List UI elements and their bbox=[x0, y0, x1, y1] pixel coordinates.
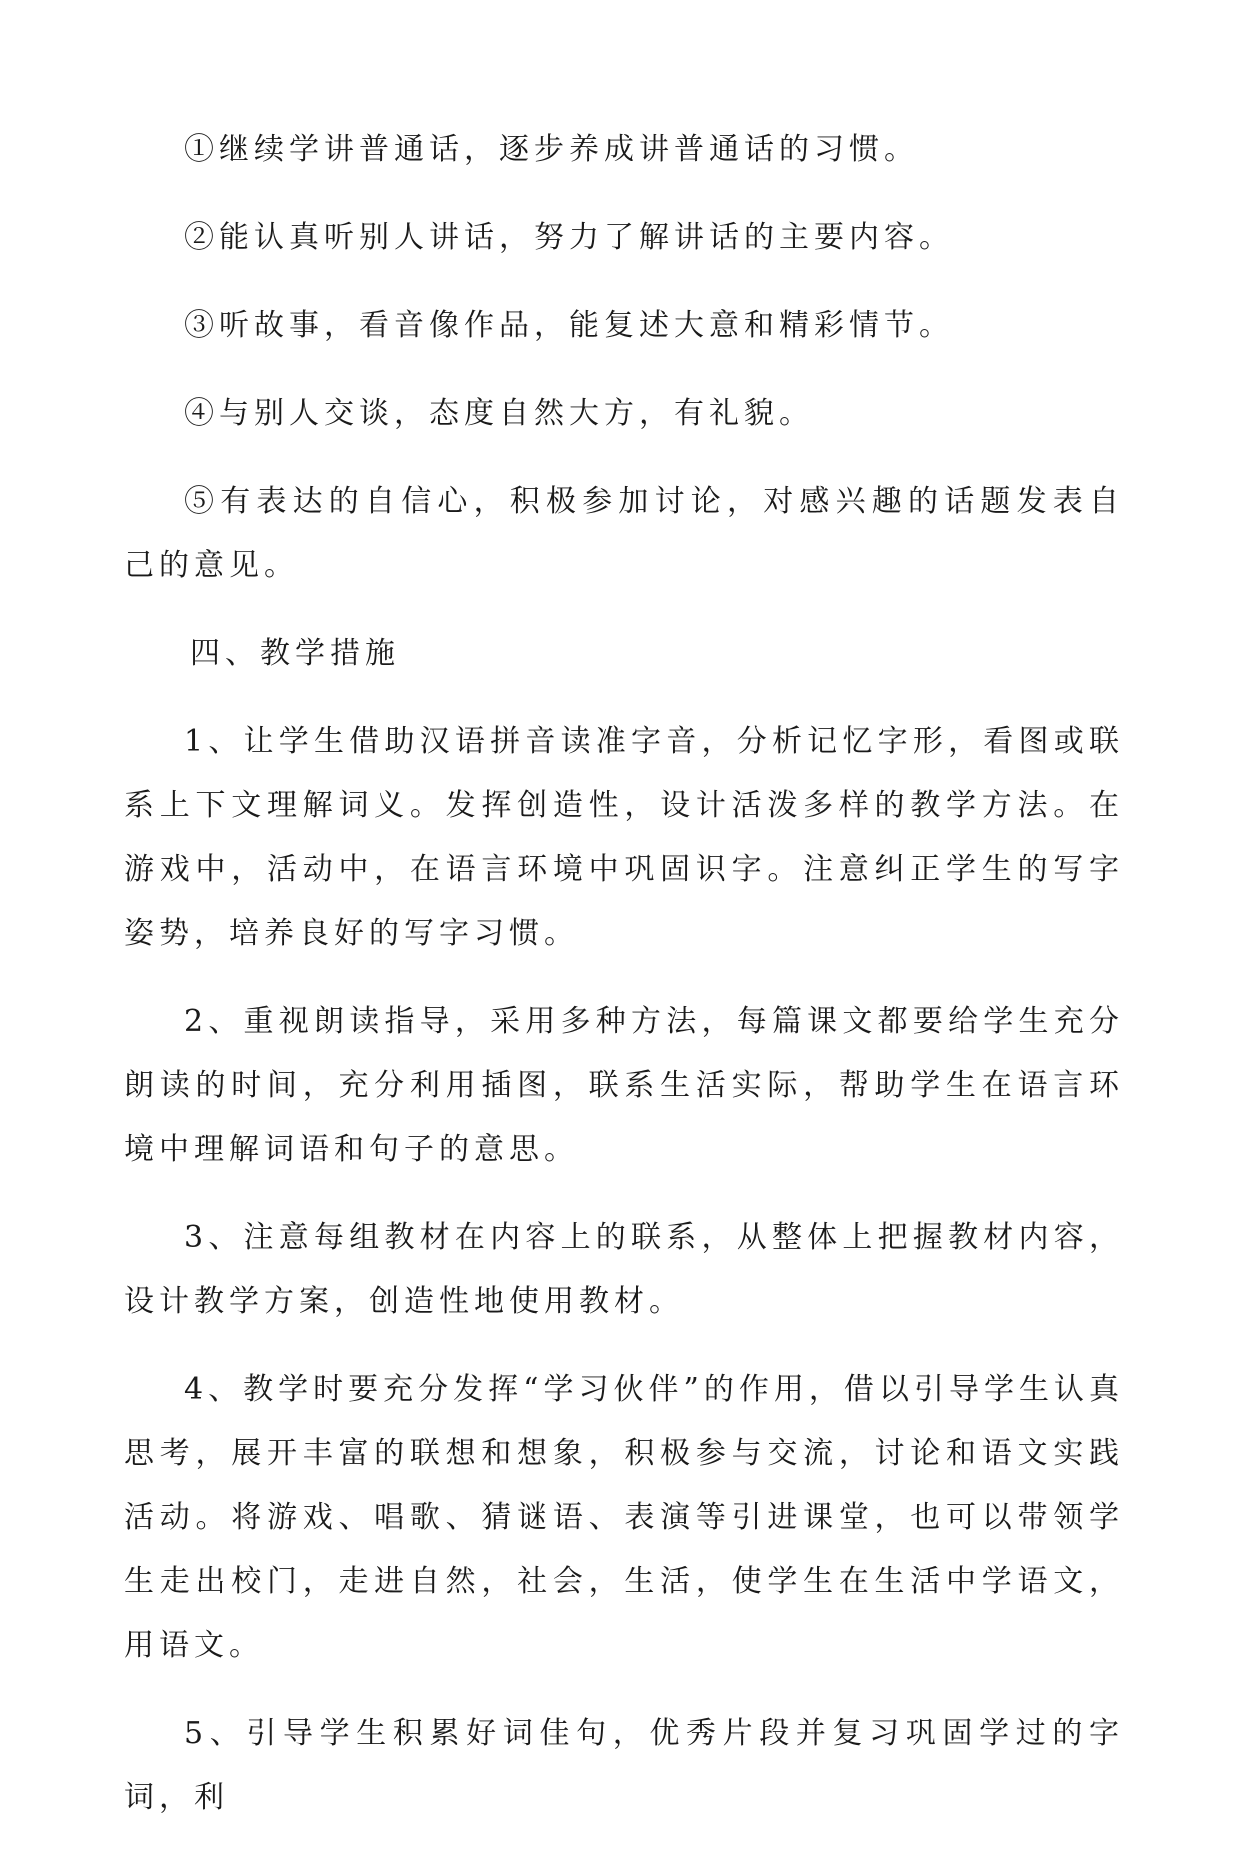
measure-item-1: 1、让学生借助汉语拼音读准字音，分析记忆字形，看图或联系上下文理解词义。发挥创造性，设计活泼多样的教学方法。在游戏中，活动中，在语言环境中巩固识字。注意纠正学生的写字姿势，培养良好的写字习惯。 bbox=[124, 724, 1124, 951]
measure-item-5: 5、引导学生积累好词佳句，优秀片段并复习巩固学过的字词，利 bbox=[124, 1716, 1124, 1815]
goal-item-1: ①继续学讲普通话，逐步养成讲普通话的习惯。 bbox=[184, 132, 919, 167]
goal-item-5: ⑤有表达的自信心，积极参加讨论，对感兴趣的话题发表自己的意见。 bbox=[124, 484, 1124, 583]
goal-item-3: ③听故事，看音像作品，能复述大意和精彩情节。 bbox=[184, 308, 954, 343]
goal-item-4: ④与别人交谈，态度自然大方，有礼貌。 bbox=[184, 396, 814, 431]
section-heading: 四、教学措施 bbox=[190, 636, 400, 671]
document-body bbox=[124, 118, 1124, 1854]
goal-item-2: ②能认真听别人讲话，努力了解讲话的主要内容。 bbox=[184, 220, 954, 255]
measure-item-2: 2、重视朗读指导，采用多种方法，每篇课文都要给学生充分朗读的时间，充分利用插图，联系生活实际，帮助学生在语言环境中理解词语和句子的意思。 bbox=[124, 1004, 1124, 1167]
measure-item-4: 4、教学时要充分发挥“学习伙伴”的作用，借以引导学生认真思考，展开丰富的联想和想象，积极参与交流，讨论和语文实践活动。将游戏、唱歌、猜谜语、表演等引进课堂，也可以带领学生走出校门，走进自然，社会，生活，使学生在生活中学语文，用语文。 bbox=[124, 1372, 1124, 1663]
measure-item-3: 3、注意每组教材在内容上的联系，从整体上把握教材内容，设计教学方案，创造性地使用教材。 bbox=[124, 1220, 1124, 1319]
